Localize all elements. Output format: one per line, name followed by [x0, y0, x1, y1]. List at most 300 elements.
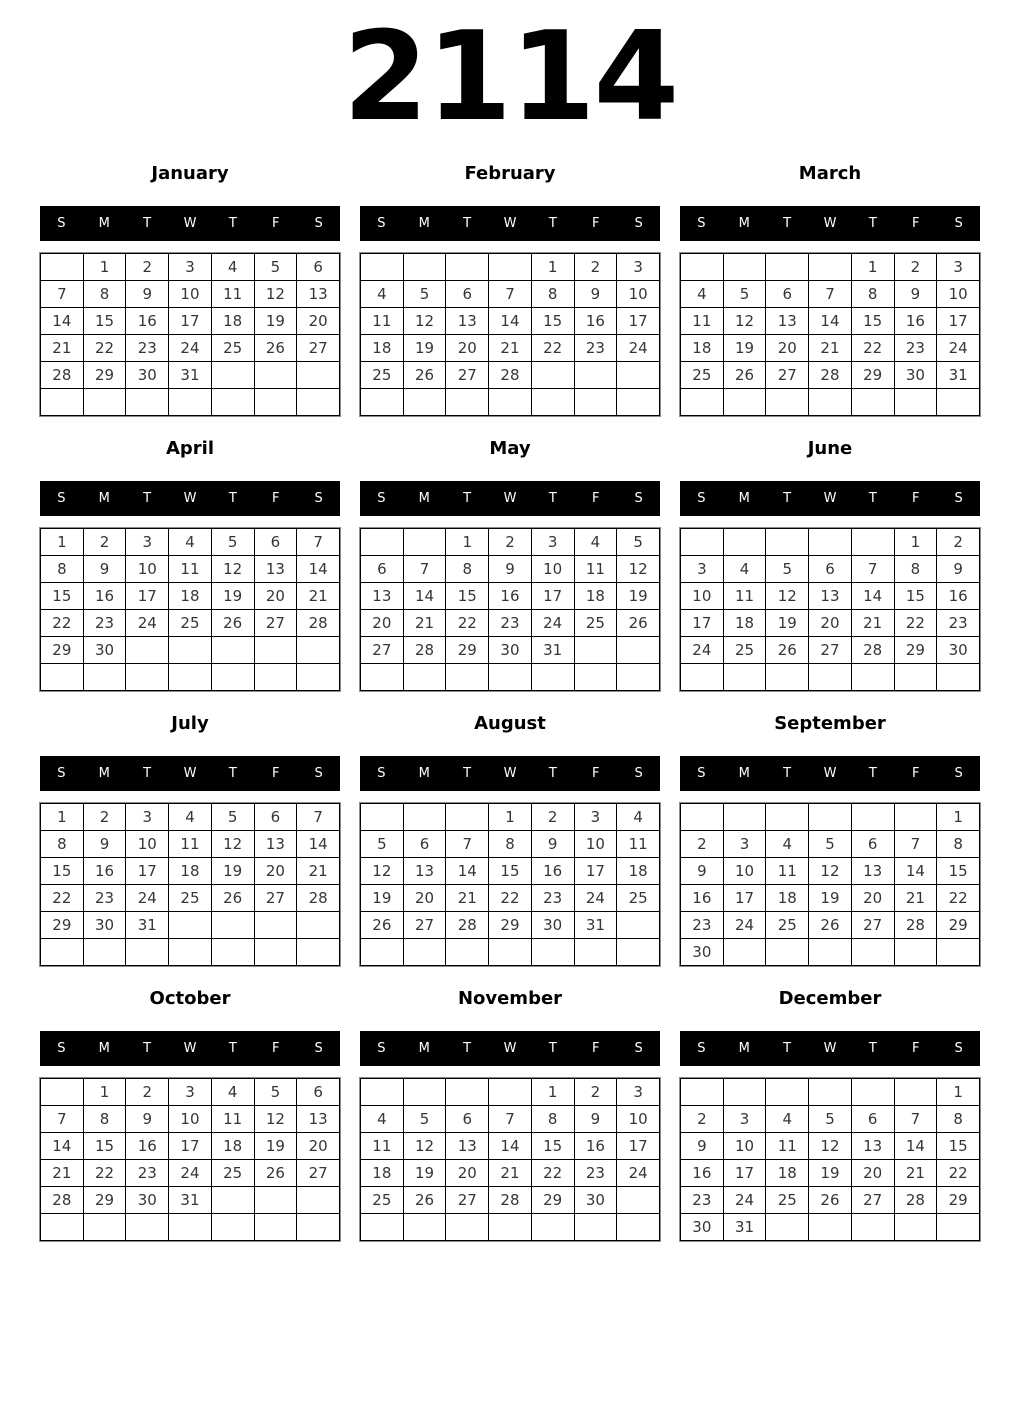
week-row [681, 831, 980, 858]
day-cell: 8 [937, 1106, 980, 1133]
day-cell: 23 [574, 1160, 617, 1187]
week-row [681, 912, 980, 939]
day-cell-empty [446, 664, 489, 691]
day-cell: 22 [851, 335, 894, 362]
day-cell: 29 [446, 637, 489, 664]
week-row [361, 1187, 660, 1214]
day-cell-empty [361, 254, 404, 281]
day-cell: 25 [681, 362, 724, 389]
week-row [361, 664, 660, 691]
day-cell: 25 [211, 1160, 254, 1187]
day-cell: 21 [41, 1160, 84, 1187]
weekday-label: S [697, 216, 706, 231]
day-cell: 13 [254, 831, 297, 858]
day-cell: 5 [809, 1106, 852, 1133]
day-cell-empty [126, 664, 169, 691]
day-cell-empty [574, 1214, 617, 1241]
week-row [41, 281, 340, 308]
week-row [681, 637, 980, 664]
day-cell: 27 [766, 362, 809, 389]
week-row [41, 362, 340, 389]
day-cell: 12 [809, 858, 852, 885]
day-cell-empty [809, 254, 852, 281]
day-cell-empty [169, 912, 212, 939]
day-cell: 7 [297, 529, 340, 556]
day-cell-empty [723, 664, 766, 691]
day-cell: 14 [446, 858, 489, 885]
week-row [361, 831, 660, 858]
week-row [361, 939, 660, 966]
day-cell: 27 [254, 610, 297, 637]
day-cell: 14 [41, 1133, 84, 1160]
day-cell: 2 [531, 804, 574, 831]
day-cell: 26 [211, 610, 254, 637]
day-cell: 16 [126, 308, 169, 335]
day-cell-empty [766, 939, 809, 966]
weekday-label: S [697, 766, 706, 781]
day-cell-empty [809, 939, 852, 966]
day-cell-empty [446, 389, 489, 416]
weekday-header-bar [40, 206, 340, 241]
day-cell: 15 [851, 308, 894, 335]
weekday-label: F [591, 1041, 600, 1056]
day-cell-empty [723, 1079, 766, 1106]
day-cell: 12 [809, 1133, 852, 1160]
day-cell-empty [617, 939, 660, 966]
day-cell: 23 [489, 610, 532, 637]
weekday-label: T [548, 491, 557, 506]
month-block-september [680, 713, 980, 966]
day-grid-body [41, 529, 340, 691]
day-cell: 17 [169, 1133, 212, 1160]
week-row [361, 610, 660, 637]
day-cell: 11 [723, 583, 766, 610]
day-cell: 9 [531, 831, 574, 858]
day-grid [360, 1078, 660, 1241]
month-block-february [360, 163, 660, 416]
week-row [361, 1106, 660, 1133]
day-cell: 13 [254, 556, 297, 583]
weekday-header-bar [360, 481, 660, 516]
day-grid-body [41, 254, 340, 416]
day-cell: 21 [446, 885, 489, 912]
weekday-header-bar [40, 756, 340, 791]
day-cell: 13 [766, 308, 809, 335]
day-cell: 16 [574, 308, 617, 335]
week-row [41, 912, 340, 939]
month-title: August [474, 713, 546, 734]
day-cell: 29 [531, 1187, 574, 1214]
month-title: July [171, 713, 209, 734]
day-cell-empty [403, 939, 446, 966]
day-cell: 23 [83, 610, 126, 637]
weekday-header-bar [40, 1031, 340, 1066]
day-grid-body [41, 1079, 340, 1241]
weekday-label: T [548, 216, 557, 231]
day-cell-empty [41, 389, 84, 416]
day-cell: 16 [83, 583, 126, 610]
week-row [681, 1187, 980, 1214]
day-cell: 19 [403, 335, 446, 362]
day-cell: 9 [126, 281, 169, 308]
day-cell: 28 [809, 362, 852, 389]
day-cell-empty [681, 254, 724, 281]
day-cell-empty [574, 664, 617, 691]
day-cell: 11 [211, 1106, 254, 1133]
month-title: December [778, 988, 882, 1009]
day-cell: 8 [489, 831, 532, 858]
day-cell-empty [809, 1079, 852, 1106]
day-cell: 26 [403, 362, 446, 389]
day-cell: 28 [297, 885, 340, 912]
day-cell-empty [766, 529, 809, 556]
week-row [41, 583, 340, 610]
day-cell: 6 [254, 804, 297, 831]
day-cell: 15 [937, 858, 980, 885]
day-cell: 13 [446, 1133, 489, 1160]
day-cell-empty [297, 362, 340, 389]
day-cell: 28 [489, 1187, 532, 1214]
day-cell: 28 [851, 637, 894, 664]
day-cell: 14 [297, 556, 340, 583]
day-cell: 17 [169, 308, 212, 335]
day-cell-empty [41, 1079, 84, 1106]
day-cell: 6 [809, 556, 852, 583]
week-row [361, 858, 660, 885]
day-cell: 15 [83, 1133, 126, 1160]
day-cell: 7 [489, 1106, 532, 1133]
weekday-label: S [314, 766, 323, 781]
day-cell: 11 [617, 831, 660, 858]
week-row [41, 1160, 340, 1187]
week-row [681, 939, 980, 966]
day-cell: 1 [894, 529, 937, 556]
weekday-label: T [868, 216, 877, 231]
day-cell: 13 [361, 583, 404, 610]
day-cell: 27 [361, 637, 404, 664]
day-cell: 3 [169, 254, 212, 281]
day-cell: 24 [574, 885, 617, 912]
month-block-december [680, 988, 980, 1241]
weekday-label: F [271, 216, 280, 231]
day-cell: 20 [254, 858, 297, 885]
day-cell: 10 [531, 556, 574, 583]
day-cell: 25 [574, 610, 617, 637]
day-cell: 26 [809, 912, 852, 939]
weekday-label: S [954, 766, 963, 781]
week-row [41, 308, 340, 335]
day-cell: 3 [937, 254, 980, 281]
week-row [41, 335, 340, 362]
day-cell: 10 [723, 1133, 766, 1160]
day-cell: 2 [126, 1079, 169, 1106]
day-cell: 8 [531, 1106, 574, 1133]
day-cell-empty [531, 939, 574, 966]
weekday-label: S [634, 1041, 643, 1056]
weekday-label: S [697, 491, 706, 506]
month-block-january [40, 163, 340, 416]
day-cell-empty [937, 664, 980, 691]
day-cell-empty [403, 664, 446, 691]
weekday-header-bar [360, 756, 660, 791]
day-cell-empty [83, 939, 126, 966]
day-cell: 27 [297, 335, 340, 362]
day-cell: 17 [126, 583, 169, 610]
day-cell: 4 [617, 804, 660, 831]
day-cell-empty [403, 804, 446, 831]
day-cell: 9 [681, 858, 724, 885]
weekday-header-bar [680, 1031, 980, 1066]
day-cell-empty [489, 254, 532, 281]
weekday-label: M [98, 216, 110, 231]
day-cell: 10 [681, 583, 724, 610]
day-cell-empty [361, 389, 404, 416]
day-cell: 22 [894, 610, 937, 637]
day-cell-empty [446, 1214, 489, 1241]
day-grid-body [681, 804, 980, 966]
week-row [361, 308, 660, 335]
day-cell: 23 [83, 885, 126, 912]
weekday-label: T [783, 491, 792, 506]
day-cell: 27 [446, 1187, 489, 1214]
day-cell: 3 [169, 1079, 212, 1106]
day-cell: 24 [723, 1187, 766, 1214]
day-grid [40, 253, 340, 416]
week-row [681, 362, 980, 389]
day-cell-empty [126, 389, 169, 416]
day-grid-body [681, 529, 980, 691]
day-cell: 25 [766, 1187, 809, 1214]
day-cell-empty [851, 529, 894, 556]
day-cell: 20 [766, 335, 809, 362]
day-cell: 24 [617, 335, 660, 362]
week-row [361, 637, 660, 664]
day-cell: 5 [403, 281, 446, 308]
day-cell-empty [851, 1214, 894, 1241]
day-grid-body [361, 1079, 660, 1241]
day-cell: 10 [169, 1106, 212, 1133]
day-cell: 19 [211, 583, 254, 610]
weekday-label: T [783, 1041, 792, 1056]
day-cell-empty [446, 939, 489, 966]
day-grid [680, 253, 980, 416]
weekday-label: F [271, 1041, 280, 1056]
day-cell: 29 [83, 362, 126, 389]
day-cell-empty [83, 1214, 126, 1241]
day-cell: 18 [766, 1160, 809, 1187]
week-row [41, 664, 340, 691]
weekday-label: T [228, 766, 237, 781]
day-cell: 16 [489, 583, 532, 610]
day-cell: 4 [574, 529, 617, 556]
day-cell: 11 [766, 1133, 809, 1160]
day-cell: 5 [809, 831, 852, 858]
day-cell-empty [574, 637, 617, 664]
week-row [681, 804, 980, 831]
day-cell: 13 [851, 858, 894, 885]
day-cell: 11 [361, 308, 404, 335]
day-cell: 2 [489, 529, 532, 556]
day-cell-empty [254, 362, 297, 389]
day-cell-empty [617, 664, 660, 691]
day-cell-empty [681, 1079, 724, 1106]
day-cell-empty [894, 804, 937, 831]
day-cell: 29 [851, 362, 894, 389]
day-cell: 17 [937, 308, 980, 335]
day-cell: 16 [894, 308, 937, 335]
day-cell: 8 [531, 281, 574, 308]
week-row [681, 610, 980, 637]
day-cell: 18 [681, 335, 724, 362]
day-cell: 10 [126, 556, 169, 583]
day-cell: 22 [489, 885, 532, 912]
day-cell: 6 [851, 831, 894, 858]
day-cell: 29 [937, 1187, 980, 1214]
day-cell: 26 [766, 637, 809, 664]
weekday-label: S [634, 216, 643, 231]
weekday-label: S [954, 216, 963, 231]
weekday-label: M [418, 491, 430, 506]
day-cell-empty [403, 389, 446, 416]
day-cell-empty [446, 254, 489, 281]
day-cell: 13 [851, 1133, 894, 1160]
day-cell-empty [297, 637, 340, 664]
week-row [681, 858, 980, 885]
day-cell: 30 [894, 362, 937, 389]
day-cell: 31 [531, 637, 574, 664]
month-title: October [149, 988, 231, 1009]
day-cell: 31 [574, 912, 617, 939]
day-cell: 20 [446, 335, 489, 362]
day-cell-empty [297, 912, 340, 939]
weekday-label: W [183, 1041, 197, 1056]
day-cell: 27 [254, 885, 297, 912]
day-cell: 14 [851, 583, 894, 610]
day-cell-empty [723, 804, 766, 831]
day-cell-empty [681, 804, 724, 831]
weekday-label: S [314, 1041, 323, 1056]
weekday-label: M [418, 216, 430, 231]
day-cell: 10 [574, 831, 617, 858]
day-cell-empty [361, 529, 404, 556]
month-title: May [489, 438, 531, 459]
day-cell: 14 [297, 831, 340, 858]
weekday-label: T [868, 766, 877, 781]
day-cell: 9 [83, 556, 126, 583]
day-cell-empty [41, 1214, 84, 1241]
week-row [681, 664, 980, 691]
day-cell-empty [83, 664, 126, 691]
week-row [361, 1160, 660, 1187]
day-cell: 14 [41, 308, 84, 335]
day-cell: 21 [809, 335, 852, 362]
day-cell-empty [403, 1214, 446, 1241]
week-row [41, 939, 340, 966]
week-row [681, 254, 980, 281]
day-cell: 9 [937, 556, 980, 583]
day-cell: 26 [254, 1160, 297, 1187]
day-cell: 2 [894, 254, 937, 281]
day-cell: 7 [403, 556, 446, 583]
day-cell: 5 [403, 1106, 446, 1133]
weekday-label: F [911, 1041, 920, 1056]
day-cell: 19 [211, 858, 254, 885]
day-cell: 16 [126, 1133, 169, 1160]
day-cell: 25 [361, 1187, 404, 1214]
week-row [681, 308, 980, 335]
day-cell-empty [41, 664, 84, 691]
day-cell: 24 [169, 335, 212, 362]
weekday-header-bar [680, 206, 980, 241]
weekday-label: T [228, 491, 237, 506]
day-cell-empty [681, 664, 724, 691]
day-cell-empty [297, 1214, 340, 1241]
day-cell: 8 [937, 831, 980, 858]
week-row [361, 389, 660, 416]
week-row [681, 1160, 980, 1187]
day-cell: 31 [169, 1187, 212, 1214]
day-cell: 18 [361, 1160, 404, 1187]
weekday-label: W [183, 766, 197, 781]
month-title: February [464, 163, 556, 184]
day-cell-empty [254, 664, 297, 691]
day-cell: 10 [126, 831, 169, 858]
day-cell: 1 [446, 529, 489, 556]
day-cell: 12 [211, 556, 254, 583]
day-cell: 17 [617, 1133, 660, 1160]
day-cell: 3 [126, 529, 169, 556]
day-cell: 22 [937, 885, 980, 912]
day-cell: 23 [574, 335, 617, 362]
day-cell: 26 [809, 1187, 852, 1214]
day-cell: 8 [83, 1106, 126, 1133]
day-cell: 24 [681, 637, 724, 664]
day-cell: 15 [83, 308, 126, 335]
day-cell: 1 [489, 804, 532, 831]
day-cell-empty [297, 664, 340, 691]
day-cell: 7 [894, 1106, 937, 1133]
day-cell: 18 [211, 308, 254, 335]
week-row [41, 637, 340, 664]
week-row [681, 583, 980, 610]
day-cell-empty [851, 664, 894, 691]
day-cell: 18 [574, 583, 617, 610]
day-cell: 5 [254, 1079, 297, 1106]
day-cell-empty [126, 637, 169, 664]
week-row [41, 556, 340, 583]
weekday-label: M [98, 766, 110, 781]
day-cell: 18 [169, 858, 212, 885]
day-cell-empty [937, 939, 980, 966]
week-row [361, 556, 660, 583]
day-cell: 22 [41, 885, 84, 912]
weekday-label: S [314, 491, 323, 506]
day-cell: 21 [489, 1160, 532, 1187]
day-cell: 6 [254, 529, 297, 556]
day-cell-empty [211, 939, 254, 966]
day-cell: 26 [723, 362, 766, 389]
day-cell: 19 [403, 1160, 446, 1187]
day-cell: 6 [766, 281, 809, 308]
day-cell: 27 [446, 362, 489, 389]
day-cell: 30 [531, 912, 574, 939]
day-cell-empty [41, 254, 84, 281]
day-cell: 18 [766, 885, 809, 912]
day-cell: 2 [937, 529, 980, 556]
day-cell-empty [851, 389, 894, 416]
day-cell: 4 [211, 254, 254, 281]
day-cell: 25 [169, 610, 212, 637]
